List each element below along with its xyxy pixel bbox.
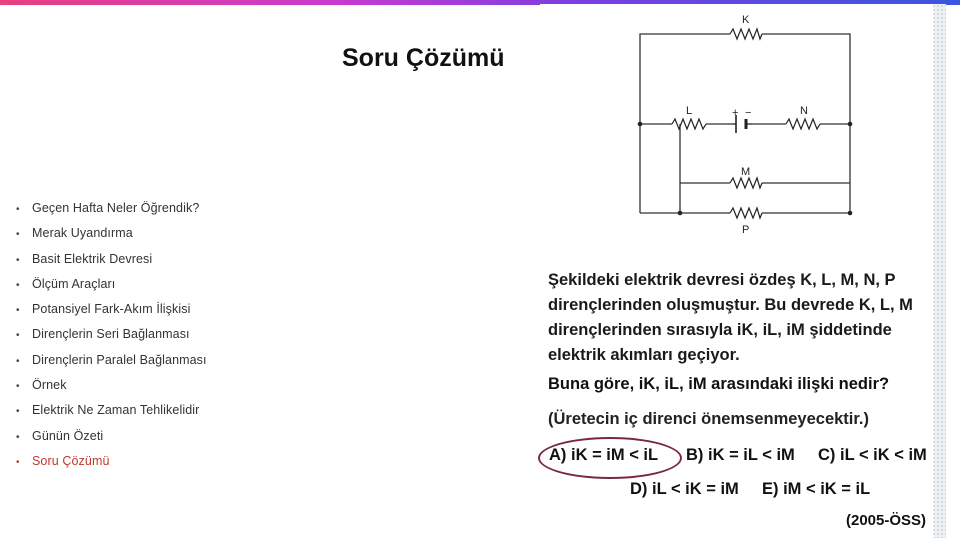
agenda-item[interactable] xyxy=(16,272,207,297)
label-m: M xyxy=(741,166,751,178)
agenda-item[interactable] xyxy=(16,348,207,373)
agenda-item[interactable] xyxy=(16,247,207,272)
question-note: (Üretecin iç direnci önemsenmeyecektir.) xyxy=(548,410,869,428)
bullet-icon: • xyxy=(16,431,20,443)
bullet-icon: • xyxy=(16,204,20,215)
option-d[interactable]: D) iL < iK = iM xyxy=(630,480,739,498)
circuit-diagram xyxy=(620,6,870,244)
bullet-icon: • xyxy=(16,355,20,367)
bullet-icon: • xyxy=(16,330,20,342)
resistor-n xyxy=(786,119,820,129)
junction-dot xyxy=(848,122,853,127)
agenda-item[interactable] xyxy=(16,297,207,322)
bullet-icon: • xyxy=(16,229,20,241)
agenda-item-label: Günün Özeti xyxy=(32,428,104,443)
agenda-item-label: Elektrik Ne Zaman Tehlikelidir xyxy=(32,403,200,418)
agenda-item-label: Ölçüm Araçları xyxy=(32,276,116,291)
agenda-item-label: Potansiyel Fark-Akım İlişkisi xyxy=(32,302,191,317)
answer-circle-mark xyxy=(538,437,682,479)
question-line: elektrik akımları geçiyor. xyxy=(548,346,740,364)
bullet-icon: • xyxy=(16,406,20,418)
agenda-item-label: Soru Çözümü xyxy=(32,453,110,468)
label-l: L xyxy=(686,105,693,117)
option-e[interactable]: E) iM < iK = iL xyxy=(762,480,871,498)
agenda-item-label: Merak Uyandırma xyxy=(32,226,133,241)
agenda-item[interactable] xyxy=(16,424,207,449)
bullet-icon: • xyxy=(16,381,20,393)
question-text xyxy=(548,268,940,368)
agenda-list xyxy=(16,196,207,474)
slide-title: Soru Çözümü xyxy=(342,44,505,72)
junction-dot xyxy=(638,122,643,127)
bullet-icon: • xyxy=(16,456,20,468)
option-a[interactable]: A) iK = iM < iL xyxy=(549,446,659,464)
agenda-item-label: Örnek xyxy=(32,378,67,393)
agenda-item-label: Dirençlerin Paralel Bağlanması xyxy=(32,352,207,367)
option-b[interactable]: B) iK = iL < iM xyxy=(686,446,795,464)
agenda-item[interactable] xyxy=(16,398,207,423)
label-p: P xyxy=(742,224,750,236)
agenda-item-label: Geçen Hafta Neler Öğrendik? xyxy=(32,201,200,215)
resistor-p xyxy=(730,208,762,218)
option-c[interactable]: C) iL < iK < iM xyxy=(818,446,927,464)
resistor-l xyxy=(672,119,706,129)
label-plus: + xyxy=(732,107,739,119)
agenda-item[interactable] xyxy=(16,322,207,347)
agenda-item[interactable] xyxy=(16,373,207,398)
agenda-item[interactable] xyxy=(16,221,207,246)
bullet-icon: • xyxy=(16,254,20,266)
agenda-item-label: Dirençlerin Seri Bağlanması xyxy=(32,327,190,342)
question-source: (2005-ÖSS) xyxy=(846,512,927,529)
agenda-item-active[interactable] xyxy=(16,449,207,474)
junction-dot xyxy=(848,211,853,216)
question-line: dirençlerinden sırasıyla iK, iL, iM şiddetinde xyxy=(548,321,892,339)
agenda-item[interactable] xyxy=(16,196,207,221)
bullet-icon: • xyxy=(16,305,20,317)
label-k: K xyxy=(742,14,750,26)
question-line: Şekildeki elektrik devresi özdeş K, L, M, N, P xyxy=(548,271,896,289)
agenda-item-label: Basit Elektrik Devresi xyxy=(32,251,153,266)
label-n: N xyxy=(800,105,808,117)
question-prompt: Buna göre, iK, iL, iM arasındaki ilişki nedir? xyxy=(548,375,890,393)
resistor-k xyxy=(730,29,762,39)
resistor-m xyxy=(730,178,762,188)
bullet-icon: • xyxy=(16,279,20,291)
question-line: dirençlerinden oluşmuştur. Bu devrede K, L, M xyxy=(548,296,913,314)
junction-dot xyxy=(678,211,683,216)
label-minus: − xyxy=(745,107,752,119)
